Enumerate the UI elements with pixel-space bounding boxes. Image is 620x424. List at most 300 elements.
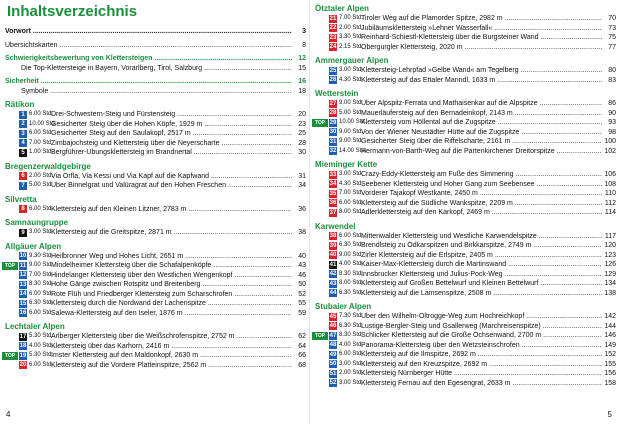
duration: 2.15 Std.	[339, 43, 364, 50]
region-heading: Lechtaler Alpen	[5, 322, 65, 331]
route-number-badge: 10	[19, 253, 27, 259]
route-number-badge: 28	[329, 110, 337, 116]
entry-title: Jubiläumsklettersteig »Lehner Wasserfall« .....	[361, 24, 602, 34]
route-entry[interactable]	[315, 99, 616, 109]
entry-title: Klettersteig auf den Kreuzspitze, 2692 m .....	[361, 360, 602, 370]
entry-title: Über Binnelgrat und Valüragrat auf den Hohen Freschen .....	[51, 181, 292, 191]
entry-title: Klettersteig durch die Nordwand der Lachenspitze .....	[51, 299, 292, 309]
entry-title: Bergführer-Übungsklettersteig im Brandnertal .....	[51, 148, 292, 158]
entry-title: Zimbajochsteig und Klettersteig über die Neyerscharte .....	[51, 139, 292, 149]
entry-title: Schlicker Klettersteig auf die Große Ochsenwand, 2700 m .....	[361, 331, 602, 341]
page-ref: 55	[298, 300, 306, 307]
duration: 9.00 Std.	[339, 100, 364, 106]
route-entry[interactable]	[315, 128, 616, 138]
entry-title: Reinhard-Schiestl-Klettersteig über die Burgsteiner Wand .....	[361, 33, 602, 43]
entry-title: Kaiser-Max-Klettersteig durch die Martinswand .....	[361, 260, 602, 270]
page-ref: 134	[604, 280, 616, 287]
page-ref: 90	[608, 109, 616, 117]
toc-section	[315, 89, 616, 156]
route-number-badge: 44	[329, 290, 337, 296]
route-entry[interactable]	[315, 251, 616, 261]
entry-title: Klettersteig auf das Ettaler Manndl, 1633 m .....	[361, 76, 602, 86]
toc-entry[interactable]	[5, 54, 306, 64]
duration: 3.30 Std.	[339, 34, 364, 40]
route-entry[interactable]	[315, 33, 616, 43]
route-entry[interactable]	[5, 299, 306, 309]
route-entry[interactable]	[315, 66, 616, 76]
route-entry[interactable]	[5, 129, 306, 139]
page-ref: 64	[298, 342, 306, 350]
duration: 14.00 Std.	[339, 147, 367, 154]
route-entry[interactable]	[5, 290, 306, 300]
duration: 7.00 Std.	[29, 139, 54, 146]
route-entry[interactable]	[5, 309, 306, 319]
route-entry[interactable]	[315, 232, 616, 242]
route-entry[interactable]	[315, 199, 616, 209]
entry-title: Brendlsteig zu Ödkarspitzen und Birkkarspitze, 2749 m .....	[361, 241, 602, 251]
route-number-badge: 25	[329, 67, 337, 74]
page-ref: 98	[608, 128, 616, 136]
route-number-badge: 22	[329, 25, 337, 31]
route-entry[interactable]	[5, 342, 306, 352]
region-heading: Samnaungruppe	[5, 218, 69, 227]
route-number-badge: 38	[329, 233, 337, 239]
page-number-left: 4	[6, 410, 11, 419]
duration: 6.00 Std.	[29, 111, 54, 117]
duration: 9.00 Std.	[339, 251, 364, 258]
route-entry[interactable]	[315, 331, 616, 341]
route-entry[interactable]	[315, 43, 616, 53]
route-number-badge: 52	[329, 380, 337, 386]
page-ref: 8	[302, 41, 306, 49]
toc-entry[interactable]	[5, 87, 306, 97]
duration: 4.00 Std.	[29, 342, 54, 349]
route-number-badge: 11	[19, 262, 27, 269]
duration: 4.00 Std.	[339, 341, 364, 348]
route-number-badge: 45	[329, 313, 337, 320]
duration: 2.00 Std.	[29, 172, 54, 179]
page-ref: 80	[608, 67, 616, 74]
page-ref: 18	[298, 87, 306, 95]
entry-title: Rote Flüh und Friedberger Klettersteig zum Scharschrofen .....	[51, 290, 292, 300]
entry-title: Klettersteig auf die Vordere Platteinspitze, 2562 m .....	[51, 361, 292, 371]
duration: 9.00 Std.	[339, 128, 364, 135]
toc-section	[315, 56, 616, 85]
entry-title: Mindelheimer Klettersteig über die Schafalpenköpfe .....	[51, 261, 292, 271]
route-number-badge: 27	[329, 100, 337, 107]
route-entry[interactable]	[5, 332, 306, 342]
page-ref: 144	[604, 322, 616, 330]
top-badge: TOP	[312, 119, 328, 127]
duration: 6.30 Std.	[339, 322, 364, 329]
toc-left-content	[5, 27, 306, 374]
duration: 6.00 Std.	[29, 361, 54, 368]
route-entry[interactable]	[5, 252, 306, 262]
route-entry[interactable]	[5, 172, 306, 182]
duration: 8.30 Std.	[29, 281, 54, 287]
toc-entry[interactable]	[5, 64, 306, 74]
page-ref: 158	[604, 379, 616, 387]
route-number-badge: 49	[329, 351, 337, 358]
entry-title: Heilbronner Weg und Hohes Licht, 2651 m .....	[51, 252, 292, 262]
route-entry[interactable]	[315, 379, 616, 389]
page-ref: 40	[298, 252, 306, 260]
route-entry[interactable]	[5, 228, 306, 238]
page-ref: 36	[298, 205, 306, 213]
route-entry[interactable]	[5, 351, 306, 361]
route-number-badge: 31	[329, 138, 337, 145]
entry-title: Via Örfla, Via Kessi und Via Kapf auf die Kapfwand .....	[51, 172, 292, 182]
entry-title: Klettersteig auf die Südliche Wankspitze, 2209 m .....	[361, 199, 602, 209]
route-number-badge: 32	[329, 148, 337, 154]
toc-section	[5, 27, 306, 37]
route-entry[interactable]	[5, 120, 306, 130]
route-number-badge: 41	[329, 261, 337, 268]
duration: 6.00 Std.	[339, 232, 364, 239]
duration: 6.30 Std.	[29, 300, 54, 306]
route-number-badge: 6	[19, 172, 27, 180]
top-badge: TOP	[2, 352, 18, 360]
entry-title: Seebener Klettersteig und Hoher Gang zum Seebensee .....	[361, 180, 602, 190]
page-ref: 34	[298, 182, 306, 189]
route-entry[interactable]	[315, 322, 616, 332]
duration: 8.30 Std.	[339, 270, 364, 277]
page-ref: 25	[298, 130, 306, 137]
duration: 8.30 Std.	[339, 332, 364, 338]
duration: 10.00 Std.	[339, 119, 367, 125]
page-ref: 23	[298, 120, 306, 128]
route-entry[interactable]	[315, 312, 616, 322]
duration: 5.00 Std.	[339, 109, 364, 116]
page-ref: 62	[298, 333, 306, 340]
toc-section	[5, 322, 306, 370]
route-number-badge: 19	[19, 352, 27, 359]
route-entry[interactable]	[315, 350, 616, 360]
entry-title: Die Top-Klettersteige in Bayern, Vorarlberg, Tirol, Salzburg .....	[21, 64, 292, 74]
route-number-badge: 17	[19, 333, 27, 340]
route-number-badge: 34	[329, 181, 337, 187]
region-heading: Karwendel	[315, 221, 356, 231]
route-number-badge: 42	[329, 271, 337, 277]
page-ref: 75	[608, 34, 616, 41]
duration: 5.00 Std.	[29, 182, 54, 188]
duration: 3.00 Std.	[339, 67, 364, 73]
page-ref: 117	[604, 232, 616, 240]
page-ref: 102	[604, 147, 616, 155]
route-entry[interactable]	[315, 360, 616, 370]
region-heading: Ötztaler Alpen	[315, 4, 369, 13]
duration: 7.30 Std.	[339, 313, 364, 319]
toc-entry[interactable]	[5, 41, 306, 51]
route-number-badge: 36	[329, 200, 337, 206]
entry-title: Symbole .....	[21, 87, 292, 97]
route-entry[interactable]	[315, 341, 616, 351]
page-ref: 152	[604, 351, 616, 358]
entry-title: Crazy-Eddy-Klettersteig am Fuße des Simmering .....	[361, 170, 602, 180]
entry-title: Innsbrucker Klettersteig und Julius-Pock-Weg .....	[361, 270, 602, 280]
route-entry[interactable]	[5, 271, 306, 281]
duration: 8.00 Std.	[339, 280, 364, 286]
right-page	[310, 0, 620, 424]
entry-title: Obergurgler Klettersteig, 2020 m .....	[361, 43, 602, 53]
duration: 3.00 Std.	[339, 379, 364, 386]
route-entry[interactable]	[5, 110, 306, 120]
page-ref: 15	[298, 64, 306, 72]
route-number-badge: 39	[329, 242, 337, 249]
entry-title: Drei-Schwestern-Steig und Fürstensteig .....	[51, 110, 292, 120]
entry-title: Klettersteig auf die Ilmspitze, 2692 m .....	[361, 350, 602, 360]
route-entry[interactable]	[315, 241, 616, 251]
entry-title: Adlerklettersteig auf den Karkopf, 2469 m .....	[361, 208, 602, 218]
duration: 3.00 Std.	[339, 171, 364, 177]
entry-title: Klettersteig-Lehrpfad »Gelbe Wand« am Tegelberg .....	[361, 66, 602, 76]
duration: 6.00 Std.	[29, 290, 54, 297]
route-entry[interactable]	[315, 180, 616, 190]
route-entry[interactable]	[315, 76, 616, 86]
region-heading: Allgäuer Alpen	[5, 241, 62, 251]
page-ref: 43	[298, 262, 306, 269]
page-ref: 16	[298, 78, 306, 85]
entry-title: Hermann-von-Barth-Weg auf die Partenkirchener Dreitorspitze .....	[361, 147, 602, 157]
page-ref: 68	[298, 361, 306, 369]
entry-title: Schwierigkeitsbewertung von Klettersteigen .....	[5, 54, 292, 64]
entry-title: Sicherheit .....	[5, 77, 292, 87]
duration: 3.00 Std.	[339, 360, 364, 367]
page-ref: 86	[608, 100, 616, 107]
toc-entry[interactable]	[5, 77, 306, 87]
page-ref: 149	[604, 341, 616, 349]
duration: 8.00 Std.	[339, 209, 364, 215]
route-entry[interactable]	[315, 208, 616, 218]
page-ref: 142	[604, 313, 616, 320]
route-number-badge: 1	[19, 111, 27, 119]
toc-section	[5, 100, 306, 158]
duration: 6.00 Std.	[29, 130, 54, 136]
toc-section	[315, 302, 616, 388]
page-ref: 31	[298, 172, 306, 180]
duration: 2.00 Std.	[339, 24, 364, 31]
page-ref: 20	[298, 111, 306, 118]
duration: 3.00 Std.	[29, 229, 54, 235]
entry-title: Gesicherter Steig auf den Saulakopf, 2517 m .....	[51, 129, 292, 139]
route-entry[interactable]	[5, 361, 306, 371]
duration: 10.00 Std.	[29, 120, 57, 127]
route-number-badge: 29	[329, 119, 337, 126]
entry-title: Klettersteig auf die Greitspitze, 2871 m .....	[51, 228, 292, 238]
route-entry[interactable]	[315, 147, 616, 157]
route-number-badge: 47	[329, 332, 337, 339]
route-number-badge: 12	[19, 272, 27, 278]
page-ref: 100	[604, 138, 616, 145]
route-number-badge: 13	[19, 281, 27, 288]
route-entry[interactable]	[315, 270, 616, 280]
duration: 1.00 Std.	[29, 149, 54, 155]
entry-title: Klettersteig über das Karhorn, 2416 m .....	[51, 342, 292, 352]
entry-title: Hindelanger Klettersteig über den Westlichen Wengenkopf .....	[51, 271, 292, 281]
route-number-badge: 23	[329, 34, 337, 41]
route-entry[interactable]	[5, 261, 306, 271]
route-entry[interactable]	[315, 289, 616, 299]
route-number-badge: 14	[19, 291, 27, 297]
duration: 6.30 Std.	[339, 242, 364, 248]
route-entry[interactable]	[5, 205, 306, 215]
route-entry[interactable]	[315, 14, 616, 24]
route-number-badge: 30	[329, 129, 337, 135]
region-heading: Bregenzerwaldgebirge	[5, 161, 91, 171]
toc-right-content	[315, 4, 616, 392]
route-number-badge: 15	[19, 300, 27, 307]
route-number-badge: 18	[19, 343, 27, 349]
route-number-badge: 26	[329, 77, 337, 83]
route-entry[interactable]	[315, 279, 616, 289]
region-heading: Wetterstein	[315, 89, 359, 98]
duration: 6.00 Std.	[29, 205, 54, 212]
route-entry[interactable]	[315, 24, 616, 34]
page-ref: 112	[604, 199, 616, 207]
entry-title: Hohe Gänge zwischen Rotspitz und Breitenberg .....	[51, 280, 292, 290]
duration: 9.00 Std.	[29, 262, 54, 268]
route-number-badge: 4	[19, 139, 27, 147]
entry-title: Gesicherter Steig über die Riffelscharte, 2161 m .....	[361, 137, 602, 147]
region-heading: Ammergauer Alpen	[315, 56, 389, 65]
route-number-badge: 51	[329, 370, 337, 377]
page-ref: 30	[298, 149, 306, 156]
toc-entry[interactable]	[5, 27, 306, 37]
page-ref: 70	[608, 15, 616, 22]
route-number-badge: 20	[19, 362, 27, 368]
duration: 7.00 Std.	[339, 190, 364, 196]
entry-title: Tiroler Weg auf die Plamorder Spitze, 2982 m .....	[361, 14, 602, 24]
route-number-badge: 2	[19, 120, 27, 128]
page-ref: 138	[604, 289, 616, 297]
entry-title: Mauerläufersteig auf den Bernadeinkopf, 2143 m .....	[361, 109, 602, 119]
route-number-badge: 33	[329, 171, 337, 178]
entry-title: Übersichtskarten .....	[5, 41, 292, 51]
page-ref: 106	[604, 171, 616, 178]
page-number-right: 5	[607, 410, 612, 419]
duration: 4.30 Std.	[339, 180, 364, 187]
entry-title: Vorderer Tajakopf Westkante, 2450 m .....	[361, 189, 602, 199]
page-ref: 120	[604, 242, 616, 249]
route-entry[interactable]	[315, 109, 616, 119]
region-heading: Mieminger Kette	[315, 160, 378, 169]
route-entry[interactable]	[5, 148, 306, 158]
entry-title: Klettersteig auf Großen Bettelwurf und Kleinen Bettelwurf .....	[361, 279, 602, 289]
page-ref: 83	[608, 76, 616, 84]
duration: 5.30 Std.	[29, 333, 54, 339]
toc-section	[5, 77, 306, 96]
route-entry[interactable]	[315, 189, 616, 199]
entry-title: Klettersteig vom Höllental auf die Zugspitze .....	[361, 118, 602, 128]
route-entry[interactable]	[5, 181, 306, 191]
page-ref: 59	[298, 309, 306, 317]
entry-title: Salewa-Klettersteig auf den Iseler, 1876 m .....	[51, 309, 292, 319]
route-entry[interactable]	[315, 369, 616, 379]
route-number-badge: 35	[329, 190, 337, 197]
route-number-badge: 40	[329, 252, 337, 258]
toc-section	[5, 54, 306, 73]
region-heading: Rätikon	[5, 100, 35, 109]
route-entry[interactable]	[315, 260, 616, 270]
toc-section	[5, 41, 306, 51]
toc-section	[315, 160, 616, 218]
entry-title: Von der Wiener Neustädter Hütte auf die Zugspitze .....	[361, 128, 602, 138]
route-entry[interactable]	[5, 139, 306, 149]
page-ref: 3	[302, 28, 306, 35]
duration: 9.30 Std.	[29, 252, 54, 259]
duration: 4.30 Std.	[339, 76, 364, 83]
route-number-badge: 21	[329, 15, 337, 22]
duration: 6.00 Std.	[339, 351, 364, 357]
route-number-badge: 7	[19, 182, 27, 190]
entry-title: Über den Wilhelm-Oltrogge-Weg zum Hochreichkopf .....	[361, 312, 602, 322]
region-heading: Silvretta	[5, 194, 37, 204]
route-number-badge: 9	[19, 229, 27, 237]
page-ref: 93	[608, 119, 616, 126]
page-ref: 129	[604, 270, 616, 278]
page-ref: 156	[604, 370, 616, 377]
duration: 5.30 Std.	[29, 352, 54, 358]
route-number-badge: 46	[329, 323, 337, 329]
route-entry[interactable]	[315, 170, 616, 180]
entry-title: Imster Klettersteig auf den Maldonkopf, 2630 m .....	[51, 351, 292, 361]
top-badge: TOP	[2, 262, 18, 270]
route-entry[interactable]	[5, 280, 306, 290]
toc-section	[315, 222, 616, 299]
entry-title: Gesicherter Steig über die Hohen Köpfe, 1929 m .....	[51, 120, 292, 130]
entry-title: Über Alpspitz-Ferrata und Mathaisenkar auf die Alpspitze .....	[361, 99, 602, 109]
route-entry[interactable]	[315, 137, 616, 147]
page-ref: 114	[604, 209, 616, 216]
entry-title: Vorwort .....	[5, 27, 292, 37]
page-ref: 52	[298, 290, 306, 298]
duration: 7.00 Std.	[29, 271, 54, 278]
entry-title: Klettersteig auf die Lamsenspitze, 2508 m .....	[361, 289, 602, 299]
page-ref: 46	[298, 271, 306, 279]
duration: 7.00 Std.	[339, 15, 364, 21]
entry-title: Klettersteig Nürnberger Hütte .....	[361, 369, 602, 379]
page-ref: 126	[604, 261, 616, 268]
duration: 4.00 Std.	[339, 261, 364, 267]
route-number-badge: 37	[329, 209, 337, 216]
route-number-badge: 5	[19, 149, 27, 157]
duration: 9.00 Std.	[339, 138, 364, 144]
page-ref: 38	[298, 229, 306, 236]
toc-section	[5, 162, 306, 191]
page-ref: 66	[298, 352, 306, 359]
entry-title: Klettersteig auf den Kleinen Litzner, 2783 m .....	[51, 205, 292, 215]
page-ref: 50	[298, 281, 306, 288]
duration: 6.00 Std.	[339, 199, 364, 206]
toc-section	[5, 195, 306, 215]
page-ref: 12	[298, 55, 306, 62]
page-ref: 123	[604, 251, 616, 259]
entry-title: Panorama-Klettersteig über den Wetzsteinschrofen .....	[361, 341, 602, 351]
route-number-badge: 24	[329, 44, 337, 50]
route-entry[interactable]	[315, 118, 616, 128]
region-heading: Stubaier Alpen	[315, 302, 372, 311]
entry-title: Arlberger Klettersteig über die Weißschrofenspitze, 2752 m .....	[51, 332, 292, 342]
duration: 6.30 Std.	[339, 289, 364, 296]
page-title: Inhaltsverzeichnis	[7, 3, 138, 20]
toc-section	[315, 4, 616, 52]
entry-title: Mittenwalder Klettersteig und Westliche Karwendelspitze .....	[361, 232, 602, 242]
top-badge: TOP	[312, 332, 328, 340]
entry-title: Zirler Klettersteig auf die Erlspitze, 2405 m .....	[361, 251, 602, 261]
page-ref: 77	[608, 43, 616, 51]
route-number-badge: 8	[19, 205, 27, 213]
page-ref: 155	[604, 360, 616, 368]
